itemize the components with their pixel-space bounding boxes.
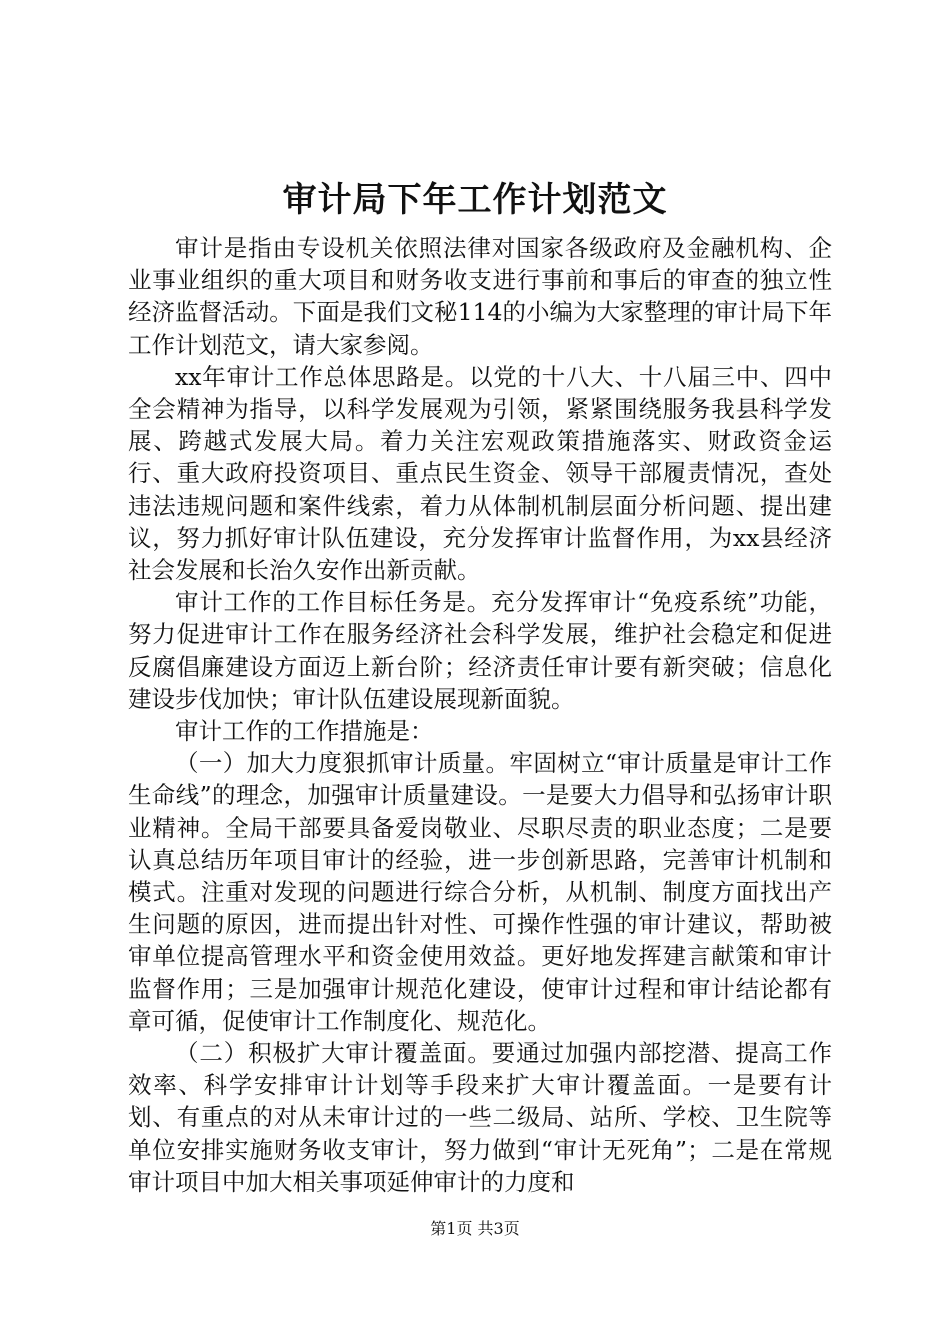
page-number-footer: 第1页 共3页 [430, 1219, 520, 1238]
document-body [128, 232, 832, 1198]
paragraph-goals: 审计工作的工作目标任务是。充分发挥审计“免疫系统”功能，努力促进审计工作在服务经济社会科学发展，维护社会稳定和促进反腐倡廉建设方面迈上新台阶；经济责任审计要有新突破；信息化建设步伐加快；审计队伍建设展现新面貌。 [128, 588, 832, 713]
document-title: 审计局下年工作计划范文 [282, 180, 668, 220]
paragraph-measure-one: （一）加大力度狠抓审计质量。牢固树立“审计质量是审计工作生命线”的理念，加强审计质量建设。一是要大力倡导和弘扬审计职业精神。全局干部要具备爱岗敬业、尽职尽责的职业态度；二是要认真总结历年项目审计的经验，进一步创新思路，完善审计机制和模式。注重对发现的问题进行综合分析，从机制、制度方面找出产生问题的原因，进而提出针对性、可操作性强的审计建议，帮助被审单位提高管理水平和资金使用效益。更好地发挥建言献策和审计监督作用；三是加强审计规范化建设，使审计过程和审计结论都有章可循，促使审计工作制度化、规范化。 [128, 749, 832, 1035]
paragraph-measure-two: （二）积极扩大审计覆盖面。要通过加强内部挖潜、提高工作效率、科学安排审计计划等手段来扩大审计覆盖面。一是要有计划、有重点的对从未审计过的一些二级局、站所、学校、卫生院等单位安排实施财务收支审计，努力做到“审计无死角”；二是在常规审计项目中加大相关事项延伸审计的力度和 [128, 1039, 832, 1196]
paragraph-overall-approach: xx年审计工作总体思路是。以党的十八大、十八届三中、四中全会精神为指导，以科学发展观为引领，紧紧围绕服务我县科学发展、跨越式发展大局。着力关注宏观政策措施落实、财政资金运行、重大政府投资项目、重点民生资金、领导干部履责情况，查处违法违规问题和案件线索，着力从体制机制层面分析问题、提出建议，努力抓好审计队伍建设，充分发挥审计监督作用，为xx县经济社会发展和长治久安作出新贡献。 [128, 362, 832, 585]
paragraph-measures-heading: 审计工作的工作措施是： [175, 717, 434, 746]
paragraph-intro: 审计是指由专设机关依照法律对国家各级政府及金融机构、企业事业组织的重大项目和财务收支进行事前和事后的审查的独立性经济监督活动。下面是我们文秘114的小编为大家整理的审计局下年工作计划范文，请大家参阅。 [128, 234, 832, 359]
